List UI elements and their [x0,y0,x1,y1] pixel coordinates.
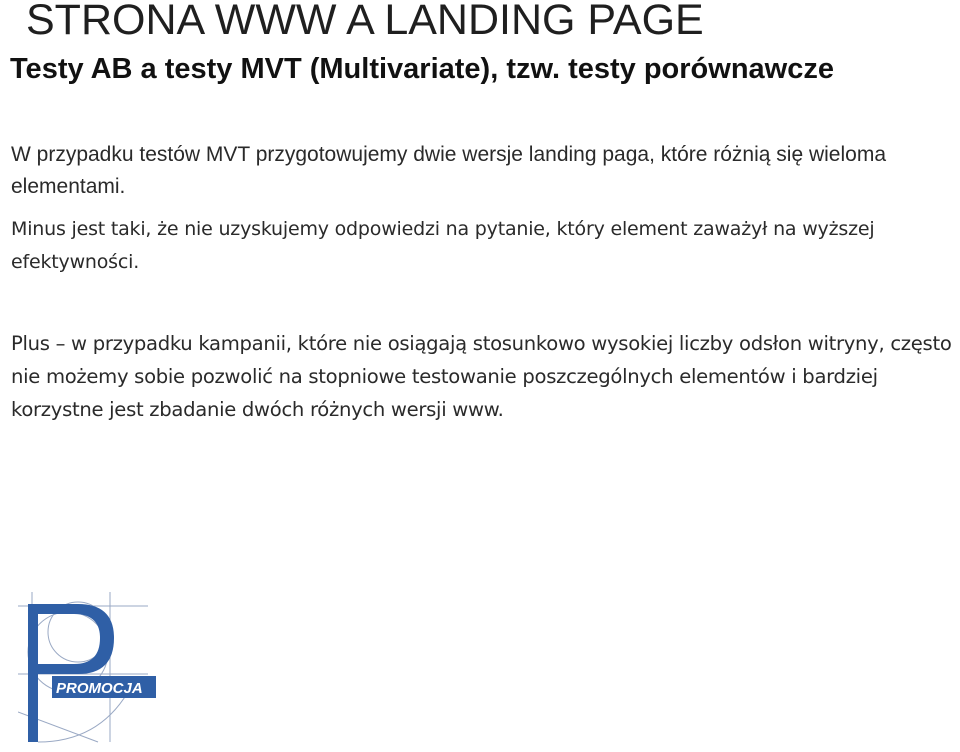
logo-text: PROMOCJA [56,680,143,697]
slide-subtitle: Testy AB a testy MVT (Multivariate), tzw. testy porównawcze [10,53,834,85]
paragraph-mvt: W przypadku testów MVT przygotowujemy dwie wersje landing paga, które różnią się wieloma elementami. [11,143,886,198]
paragraph-minus: Minus jest taki, że nie uzyskujemy odpowiedzi na pytanie, który element zaważył na wyższej efektywności. [11,218,875,273]
slide-title: STRONA WWW A LANDING PAGE [26,0,704,44]
promocja-logo-icon [18,592,158,744]
paragraph-plus: Plus – w przypadku kampanii, które nie osiągają stosunkowo wysokiej liczby odsłon witryny, często nie możemy sobie pozwolić na stopniowe testowanie poszczególnych elementów i bardziej korzystne jest zbadanie dwóch różnych wersji www. [11,332,952,421]
